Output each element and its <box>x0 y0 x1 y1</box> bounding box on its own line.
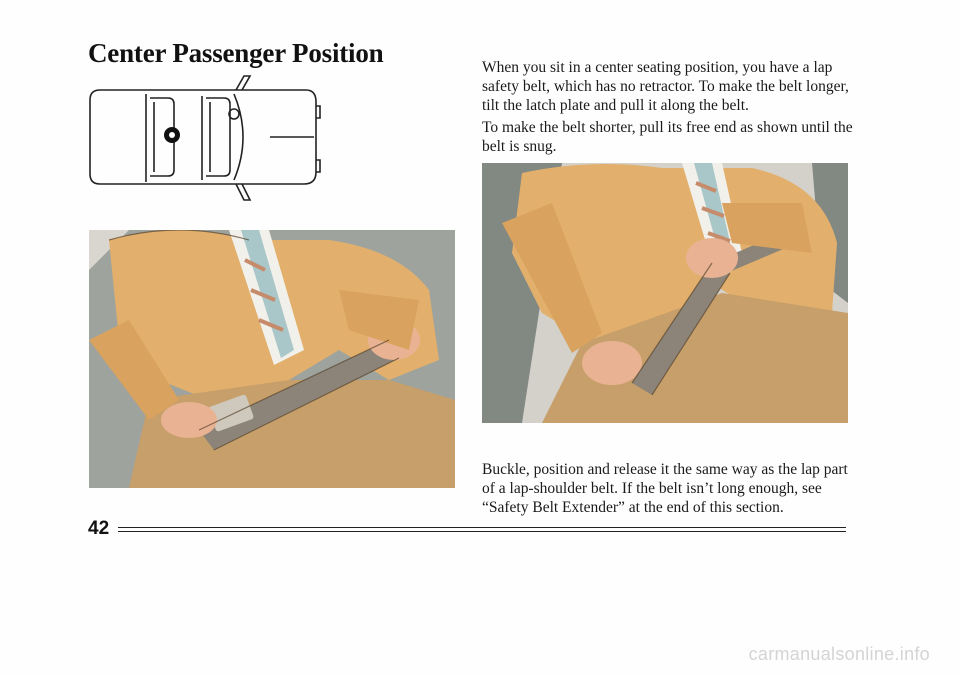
car-seating-diagram <box>84 72 324 207</box>
paragraph-buckle-extender: Buckle, position and release it the same way as the lap part of a lap-shoulder belt. If the belt isn’t long enough, see “Safety Belt Extender” at the end of this section. <box>482 460 848 516</box>
watermark: carmanualsonline.info <box>748 644 930 664</box>
paragraph-belt-shorter: To make the belt shorter, pull its free end as shown until the belt is snug. <box>482 118 853 155</box>
footer-rule-top <box>118 527 846 528</box>
footer-rule-bottom <box>118 531 846 532</box>
page-title: Center Passenger Position <box>88 38 384 68</box>
page-number: 42 <box>88 518 110 539</box>
lap-belt-illustration <box>89 230 455 488</box>
belt-shorten-illustration <box>482 163 848 423</box>
paragraph-belt-longer: When you sit in a center seating position, you have a lap safety belt, which has no retractor. To make the belt longer, tilt the latch plate and pull it along the belt. <box>482 58 849 114</box>
